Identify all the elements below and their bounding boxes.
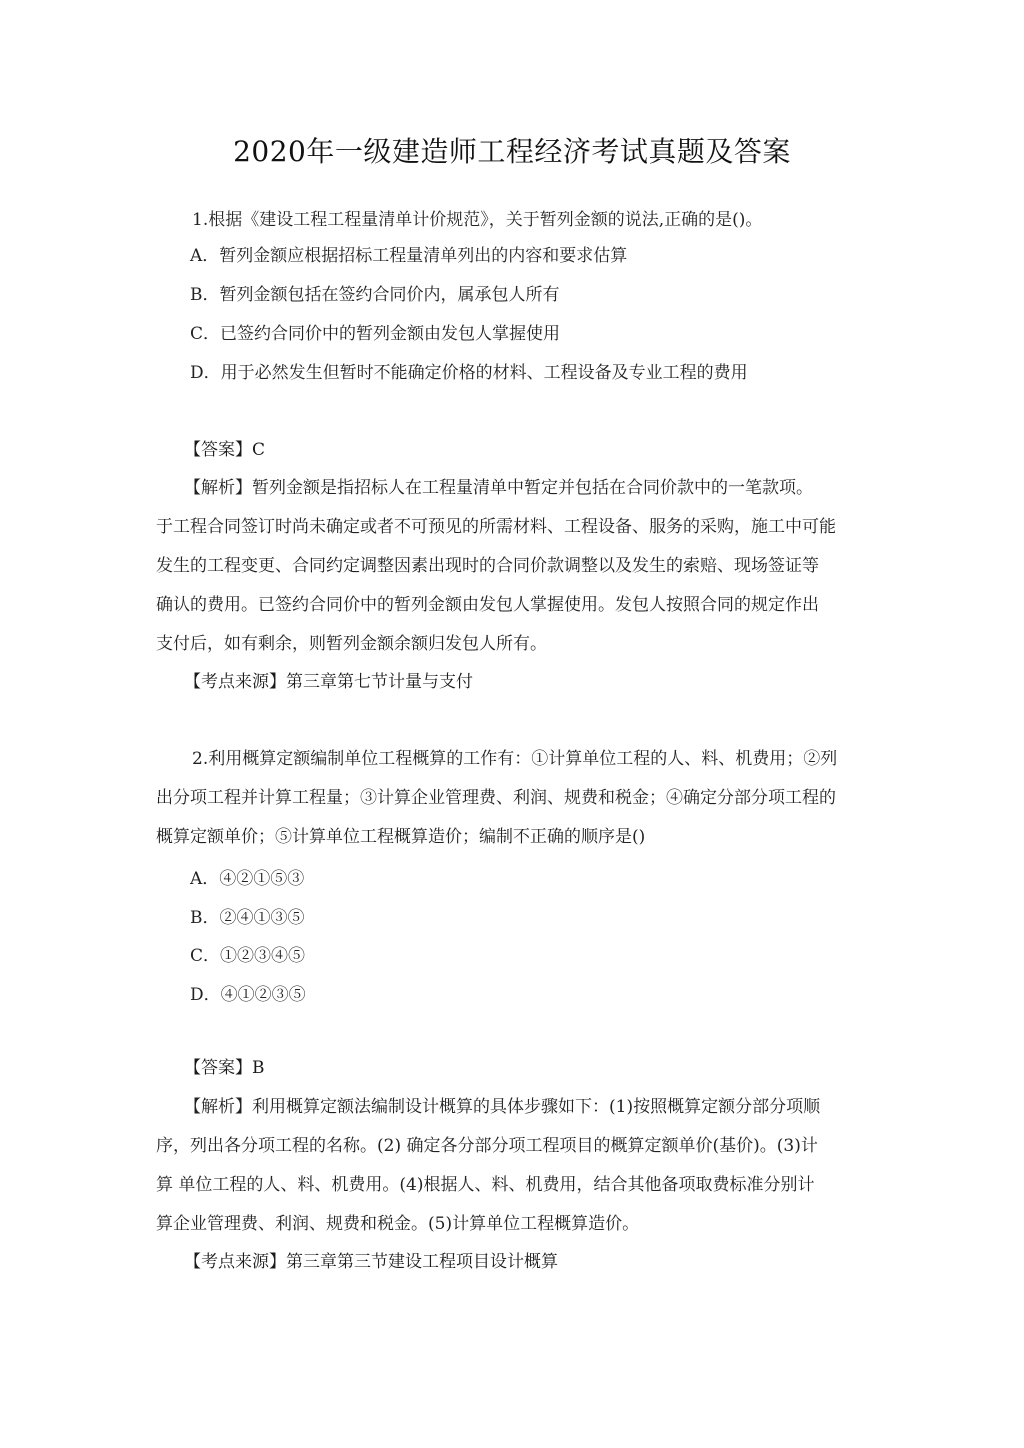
question-1-analysis-line: 支付后，如有剩余，则暂列金额余额归发包人所有。 (156, 634, 547, 654)
question-2-analysis-line: 算 单位工程的人、料、机费用。(4)根据人、料、机费用，结合其他备项取费标准分别计 (156, 1175, 815, 1195)
question-1-answer: 【答案】C (184, 440, 266, 460)
question-1-option-c: C．已签约合同价中的暂列金额由发包人掌握使用 (190, 324, 561, 344)
question-2-option-d: D．④①②③⑤ (190, 985, 306, 1005)
question-1-analysis-line: 确认的费用。已签约合同价中的暂列金额由发包人掌握使用。发包人按照合同的规定作出 (156, 595, 819, 615)
question-1-option-d: D．用于必然发生但暂时不能确定价格的材料、工程设备及专业工程的费用 (190, 363, 748, 383)
question-1-analysis-line: 【解析】暂列金额是指招标人在工程量清单中暂定并包括在合同价款中的一笔款项。 (184, 478, 813, 498)
question-2-stem-line: 2.利用概算定额编制单位工程概算的工作有：①计算单位工程的人、料、机费用；②列 (192, 749, 838, 769)
question-2-answer: 【答案】B (184, 1058, 265, 1078)
question-2-option-a: A．④②①⑤③ (190, 869, 305, 889)
question-2-stem-line: 出分项工程并计算工程量；③计算企业管理费、利润、规费和税金；④确定分部分项工程的 (156, 788, 836, 808)
question-1-source: 【考点来源】第三章第七节计量与支付 (184, 672, 473, 692)
question-2-option-b: B．②④①③⑤ (190, 908, 305, 928)
question-2-source: 【考点来源】第三章第三节建设工程项目设计概算 (184, 1252, 558, 1272)
question-2-analysis-line: 序，列出各分项工程的名称。(2) 确定各分部分项工程项目的概算定额单价(基价)。(3)计 (156, 1136, 818, 1156)
question-1-option-a: A．暂列金额应根据招标工程量清单列出的内容和要求估算 (190, 246, 628, 266)
question-2-stem-line: 概算定额单价；⑤计算单位工程概算造价；编制不正确的顺序是() (156, 827, 646, 847)
question-2-analysis-line: 【解析】利用概算定额法编制设计概算的具体步骤如下：(1)按照概算定额分部分项顺 (184, 1097, 821, 1117)
question-1-analysis-line: 发生的工程变更、合同约定调整因素出现时的合同价款调整以及发生的索赔、现场签证等 (156, 556, 819, 576)
question-1-option-b: B．暂列金额包括在签约合同价内，属承包人所有 (190, 285, 560, 305)
page-title: 2020年一级建造师工程经济考试真题及答案 (233, 135, 791, 168)
question-1-analysis-line: 于工程合同签订时尚未确定或者不可预见的所需材料、工程设备、服务的采购，施工中可能 (156, 517, 836, 537)
question-2-analysis-line: 算企业管理费、利润、规费和税金。(5)计算单位工程概算造价。 (156, 1214, 640, 1234)
question-2-option-c: C．①②③④⑤ (190, 946, 306, 966)
question-1-stem: 1.根据《建设工程工程量清单计价规范》，关于暂列金额的说法,正确的是()。 (192, 210, 763, 230)
